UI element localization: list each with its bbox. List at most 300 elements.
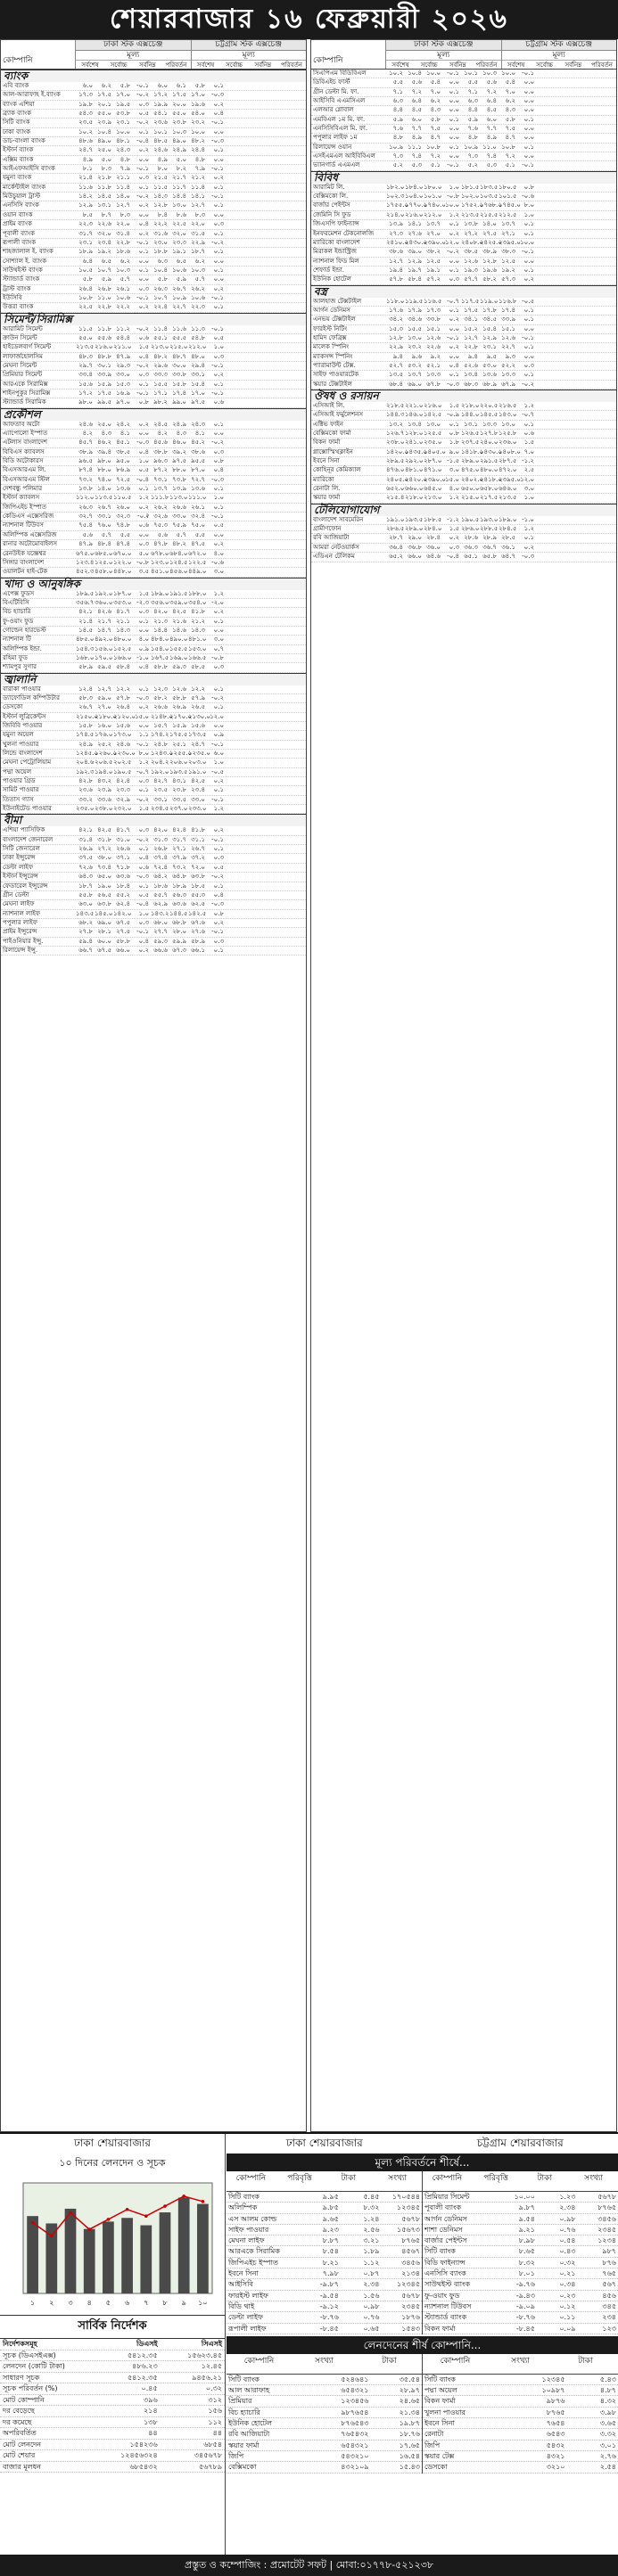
table-row	[1, 381, 306, 390]
table-row	[1, 239, 306, 248]
list-cell: এনসিসি ব্যাংক	[424, 2269, 466, 2278]
price-value: ১.০	[213, 759, 224, 767]
list-cell: ডেসকো	[424, 2463, 448, 2472]
company-name: সিটি ব্যাংক	[3, 119, 30, 127]
left-table-header	[1, 40, 306, 70]
price-value: ০.১	[213, 146, 224, 154]
price-value: ৪১.৮	[191, 826, 205, 834]
company-name: এটলাস বাংলাদেশ	[3, 439, 48, 447]
price-value: ০.৪	[138, 447, 149, 455]
price-value: ৬৭.৯	[501, 380, 515, 388]
price-value: ১২২.০	[113, 558, 132, 566]
price-value: ১৯৩.৫	[405, 515, 424, 523]
table-row	[1, 654, 306, 663]
price-value: ৪১.৭	[116, 608, 130, 616]
page-title: শেয়ারবাজার ১৬ ফেব্রুয়ারী ২০২৬	[0, 0, 618, 39]
list-cell: ০.৫৪	[559, 2236, 576, 2245]
table-row	[1, 110, 306, 119]
list-cell: ১৮৭৬	[401, 2313, 421, 2322]
price-value: ১৪.১	[191, 193, 205, 201]
list-header-cell: সংখ্যা	[511, 2356, 530, 2366]
table-row	[1, 645, 306, 654]
price-value: ২৮৭.০	[424, 457, 442, 465]
table-row	[1, 663, 306, 672]
list-cell: -৮.৭৬	[515, 2313, 535, 2322]
price-value: ০.২	[213, 174, 224, 182]
table-row	[1, 750, 306, 759]
table-row	[311, 430, 616, 439]
price-value: ৬৫.২	[389, 553, 403, 561]
price-value: ২৩.১	[78, 238, 93, 246]
price-value: -০.৮	[136, 558, 149, 566]
price-value: ২৮.৯	[482, 534, 497, 542]
list-cell: -৯.৪৩	[515, 2291, 535, 2300]
table-row	[1, 873, 306, 882]
price-value: ২১.১	[116, 617, 130, 625]
price-value: ২৪১০.০	[386, 238, 408, 246]
price-value: ৪৮.২	[172, 540, 186, 548]
company-name: প্রিমিয়ার সিমেন্ট	[3, 371, 43, 379]
list-cell: ২.৭৬	[599, 2451, 617, 2460]
price-value: ৩২.৪	[191, 513, 205, 521]
price-value: ২১৩০.০	[188, 712, 210, 720]
price-value: ৩৪.৬	[408, 316, 422, 324]
list-cell: -৯.০৯	[515, 2301, 535, 2310]
table-row	[1, 165, 306, 174]
price-value: ৫৩.২	[408, 361, 422, 369]
table-row	[1, 146, 306, 155]
price-value: ৬.০	[486, 115, 497, 123]
price-value: ০.২	[213, 777, 224, 785]
company-name: ডেল্টা লাইফ	[3, 863, 34, 871]
table-row	[1, 768, 306, 777]
price-value: ৭২.৭	[191, 475, 205, 483]
price-value: ১৪৩.৫	[76, 909, 95, 917]
list-cell: ৩.৯৮	[599, 2408, 617, 2416]
price-value: ২৩.০	[153, 238, 168, 246]
company-name: পূবালী ব্যাংক	[3, 229, 35, 237]
company-name: হামিদ ফেব্রিক্স	[313, 333, 347, 341]
table-row	[1, 636, 306, 644]
price-value: ৭৫.৩	[153, 521, 168, 529]
tab-dhaka: ঢাকা শেয়ারবাজার	[73, 2137, 152, 2149]
price-value: ৪৮.৩	[78, 352, 93, 360]
price-value: ০.১	[213, 201, 224, 209]
list-cell: -৯.১২	[319, 2301, 339, 2310]
price-value: ১৬৮.০	[76, 653, 95, 661]
price-value: ১৮.৫	[191, 882, 205, 890]
price-value: ৪৮০.০	[480, 466, 499, 474]
table-row	[1, 504, 306, 513]
price-value: ১১৯.০	[480, 297, 499, 305]
price-value: -০.২	[136, 193, 149, 201]
table-row	[1, 559, 306, 568]
company-name: বিবিএস ক্যাবলস	[3, 447, 45, 455]
price-value: ০.০	[449, 97, 459, 105]
price-value: ০.০	[449, 152, 459, 160]
list-row	[423, 2375, 618, 2385]
price-value: ৫৭.৮	[389, 275, 403, 283]
price-value: ৬.৫	[176, 257, 186, 265]
table-row	[311, 362, 616, 371]
company-name: ফু-ওয়াং ফুড	[3, 617, 34, 625]
price-value: ৬.৪	[82, 257, 93, 265]
price-value: ৬৭৫.০	[76, 549, 95, 557]
price-value: ৬৪.২	[153, 873, 168, 881]
list-cell: ২.৩৪	[363, 2280, 380, 2289]
company-name: গ্লাক্সোস্মিথক্লাইন	[313, 447, 353, 455]
price-value: ০.৩	[138, 371, 149, 379]
right-table-header: কোম্পানি ঢাকা স্টক এক্সচেঞ্জ মূল্য সর্বশেষ সর্বোচ্চ সর্বনিম্ন পরিবর্তন চট্টগ্রাম স্টক এক্সচেঞ্জ মূল্য সর্বশেষ সর্বোচ্চ সর্বনিম্ন পরিবর্তন	[311, 40, 616, 70]
list-cell: প্রিমিয়ার সিমেন্ট	[424, 2193, 470, 2201]
price-value: ২২.৪	[153, 303, 168, 311]
price-value: ১৩.৭	[408, 371, 422, 379]
price-value: ০.০	[213, 155, 224, 163]
price-value: ৪.৪	[392, 106, 403, 114]
price-value: -১.০	[522, 515, 534, 523]
price-value: ২২০.৫	[480, 402, 499, 409]
table-row	[311, 353, 616, 362]
price-value: ০.০	[138, 626, 149, 634]
list-cell: ডেল্টা লাইফ	[228, 2313, 263, 2322]
price-value: ০.০	[213, 127, 224, 135]
price-value: ১১১.০	[188, 494, 207, 502]
price-value: ৪৬.২	[97, 439, 111, 447]
company-name: আইএফআইসি ব্যাংক	[3, 165, 55, 173]
price-value: ৭৩.৪	[97, 863, 111, 871]
chart-bar	[65, 2209, 77, 2293]
price-value: ১৫.৩	[116, 380, 130, 388]
price-value: ২৬.৭	[97, 503, 111, 511]
price-value: ০.৩	[138, 608, 149, 616]
price-value: ৪৮.৪	[97, 540, 111, 548]
price-value: ১২.৯	[482, 333, 497, 341]
price-value: ০.০	[213, 626, 224, 634]
left-column	[0, 39, 307, 2132]
price-value: ৫.১	[430, 161, 441, 169]
price-value: ০.১	[523, 220, 534, 228]
table-row	[1, 334, 306, 343]
price-value: ২৩৭.০	[169, 805, 188, 813]
price-value: ১৫.৩	[389, 324, 403, 332]
price-value: ০.৬	[138, 521, 149, 529]
table-row	[1, 91, 306, 100]
price-value: ৯৯.০	[172, 398, 186, 406]
company-name: মিরাকল ইন্ডাস্ট্রিজ	[313, 248, 357, 256]
company-name: ওয়ান ব্যাংক	[3, 210, 33, 218]
company-name: বারাকা পাওয়ার	[3, 685, 41, 693]
price-value: ২৮.৭	[389, 534, 403, 542]
price-value: ৬৭.৬	[191, 918, 205, 926]
price-value: -০.৯	[447, 411, 459, 419]
left-rows	[1, 70, 306, 956]
price-value: ০.১	[213, 485, 224, 493]
price-value: ০.২	[449, 343, 459, 351]
price-value: ১৪.৫	[97, 193, 111, 201]
price-value: ১৩.৩	[501, 371, 515, 379]
price-value: ০.৮	[523, 183, 534, 191]
price-value: ১০.২	[78, 127, 93, 135]
list-cell: -৯.৭৬	[515, 2280, 535, 2289]
table-row	[1, 430, 306, 439]
price-value: ৫৮.৯	[78, 663, 93, 671]
list-row	[423, 2324, 618, 2334]
price-value: ৫.৮	[505, 115, 515, 123]
company-name: বাংলাদেশ জেনারেল	[3, 835, 54, 843]
price-value: ০.১	[213, 82, 224, 89]
price-value: ২১৩.০	[151, 343, 169, 351]
price-value: -০.২	[136, 91, 149, 99]
list-cell: ৮.৩২	[363, 2203, 380, 2212]
price-value: ৪৯.০	[97, 137, 111, 145]
list-cell: ফু-ওয়াং ফুড	[424, 2291, 460, 2300]
dhaka-summary-panel	[0, 2134, 226, 2556]
price-value: -০.৭	[136, 767, 149, 775]
company-name: ইবনে সিনা	[313, 457, 340, 465]
price-value: ০.৪	[138, 937, 149, 945]
price-value: ৪৭.৪	[116, 540, 130, 548]
list-cell: ৬৫৪৩	[546, 2430, 565, 2439]
price-value: ১১.০	[97, 293, 111, 301]
price-value: -০.৩	[136, 439, 149, 447]
price-value: ৫৫.১	[153, 333, 168, 341]
price-value: ০.১	[138, 845, 149, 853]
section-title: প্রকৌশল	[1, 408, 306, 421]
company-name: ডিবিএইচ ফার্স্ট	[313, 78, 350, 86]
price-value: ৮.৪	[157, 210, 168, 218]
price-value: ০.৩	[213, 447, 224, 455]
company-name: আল-আরাফাহ ই.ব্যাংক	[3, 91, 61, 99]
list-row	[227, 2312, 422, 2323]
price-value: ১৭.৪	[501, 306, 515, 314]
company-name: ভ্যানগার্ড এএমএল	[313, 161, 360, 169]
price-value: ২১৪.০	[386, 210, 405, 218]
list-cell: সিটি ব্যাংক	[228, 2193, 260, 2201]
price-value: ২১.২	[191, 617, 205, 625]
price-value: ১১০.৫	[113, 494, 132, 502]
table-row	[1, 845, 306, 854]
summary-cell: দর কমেছে	[3, 2417, 32, 2426]
list-cell: জিপিএইচ ইস্পাত	[228, 2258, 278, 2267]
price-value: ২১.৫	[153, 174, 168, 182]
list-cell: ২১৩৪	[401, 2269, 421, 2278]
price-value: ১০.০	[501, 70, 515, 77]
price-value: ১৭.৩	[78, 91, 93, 99]
price-value: ৫৩.৮	[116, 110, 130, 118]
list-header-cell: কোম্পানি	[235, 2174, 267, 2183]
list-cell: রবি আজিয়াটা	[228, 2430, 270, 2439]
price-value: ১৭.৪	[172, 390, 186, 397]
price-value: ২৪১.০	[405, 439, 424, 447]
list-cell: -৮.৭৬	[319, 2313, 339, 2322]
price-value: ১১.৮	[97, 324, 111, 332]
list-header-cell: সংখ্যা	[584, 2174, 604, 2183]
list-row	[227, 2301, 422, 2312]
price-value: ১৩.৮	[78, 485, 93, 493]
price-value: ২১২.০	[424, 210, 442, 218]
table-row	[1, 947, 306, 956]
price-value: ১৫৪.৩	[76, 644, 95, 652]
price-value: ৩৩.২	[78, 795, 93, 803]
price-value: ১৩.৭	[426, 220, 441, 228]
price-value: ২৬.৭	[172, 284, 186, 292]
list-header	[227, 2171, 422, 2192]
price-value: ৪.০	[213, 549, 224, 557]
price-value: ৩২.৭	[78, 513, 93, 521]
price-value: ১.২	[138, 494, 149, 502]
list-cell: ৭৬৫	[602, 2269, 617, 2278]
price-value: ২১৬.০	[424, 402, 442, 409]
price-value: ৬.৪	[486, 97, 497, 105]
price-value: ১১৭.৫	[461, 297, 480, 305]
list-cell: ৮.৮৭	[322, 2236, 339, 2245]
price-value: ১৫.৫	[408, 324, 422, 332]
price-value: -০.৪	[136, 137, 149, 145]
list-cell: স্কয়ার টেক্স	[424, 2451, 455, 2460]
company-name: ইউনিক হোটেল	[313, 275, 351, 283]
price-value: ৫.৬	[82, 530, 93, 538]
price-value: ৪২.৪	[172, 826, 186, 834]
price-value: ০.০	[138, 430, 149, 438]
price-value: ২৪.৮	[153, 740, 168, 748]
price-value: ৫.৬	[486, 78, 497, 86]
summary-title: সার্বিক নির্দেশক	[0, 2315, 225, 2339]
table-row	[1, 836, 306, 845]
price-value: ২২১.০	[405, 402, 424, 409]
price-value: -০.৪	[136, 475, 149, 483]
price-value: -০.১	[211, 165, 224, 173]
price-value: ৫.০	[101, 155, 111, 163]
price-value: ০.০	[449, 106, 459, 114]
list-cell: ইবনে সিনা	[424, 2419, 455, 2428]
price-value: ৫৬.৩	[172, 890, 186, 898]
list-cell: ৮৭৬৫	[401, 2236, 421, 2245]
price-value: ৭.৭	[411, 125, 422, 133]
price-value: ৮৮.০	[97, 466, 111, 474]
price-value: ১৫.৮	[172, 380, 186, 388]
price-value: ৯৮.০	[97, 457, 111, 465]
price-value: ৩.৫	[138, 568, 149, 576]
price-value: ০.৩	[138, 284, 149, 292]
list-cell: ০.৮৭	[363, 2269, 380, 2278]
list-header	[423, 2171, 618, 2192]
list-row	[227, 2396, 422, 2407]
price-value: ৯৭.৫	[172, 457, 186, 465]
price-value: ৩১.১	[191, 835, 205, 843]
price-value: ১৪.২	[78, 193, 93, 201]
price-value: ৬৮.৮	[172, 918, 186, 926]
price-value: ২৫.১	[172, 740, 186, 748]
table-row	[1, 599, 306, 608]
table-row	[311, 494, 616, 503]
price-value: ৩২.০	[97, 229, 111, 237]
price-value: ৪.০	[449, 485, 459, 493]
list-row	[227, 2385, 422, 2396]
price-value: ৫৭.২	[426, 275, 441, 283]
price-value: ১৭.১	[153, 390, 168, 397]
price-value: ২৩৮.০	[95, 805, 113, 813]
list-cell: ৩৪৫৬	[401, 2258, 421, 2267]
price-value: ৪৩.২	[97, 777, 111, 785]
list-cell: ৪৩২১	[546, 2451, 565, 2460]
price-value: ২২.২	[116, 303, 130, 311]
price-value: ২৪০৫.০	[386, 475, 408, 483]
right-rows	[311, 70, 616, 562]
price-value: ৪.১	[194, 430, 205, 438]
price-value: ০.১	[523, 143, 534, 151]
price-value: ০.৫	[138, 110, 149, 118]
price-value: ০.১	[523, 306, 534, 314]
price-value: ৩৮.৩	[501, 248, 515, 256]
price-value: ৯৮.২	[153, 398, 168, 406]
price-value: ২১৫.০	[169, 343, 188, 351]
price-value: ২৪.৬	[78, 420, 93, 428]
list-cell: ৮.৬৫	[518, 2247, 535, 2256]
price-value: ০.০	[138, 155, 149, 163]
company-name: এপেক্স ফুডস	[3, 589, 35, 597]
price-value: ২১২০.০	[113, 712, 136, 720]
price-value: ১১.৪	[191, 183, 205, 191]
company-name: ফারইস্ট নিটিং	[313, 324, 348, 332]
list-cell: বিডি থাই	[228, 2301, 255, 2310]
price-value: ১.০	[138, 457, 149, 465]
price-value: ২১.১	[116, 174, 130, 182]
list-cell: ৯.৯৫	[322, 2193, 339, 2201]
price-value: ৩৬০.০	[95, 598, 113, 606]
price-value: ০.১	[449, 371, 459, 379]
price-value: ৩৮.৯	[482, 248, 497, 256]
company-name: স্ট্যান্ডার্ড ব্যাংক	[3, 275, 40, 283]
price-value: ০.০	[523, 257, 534, 265]
summary-row	[0, 2428, 225, 2440]
price-value: ১২৩৫.০	[188, 750, 210, 758]
price-value: ১৯.১	[426, 266, 441, 274]
price-value: ০.০	[523, 125, 534, 133]
table-row	[1, 494, 306, 503]
price-value: ৫.৪	[505, 78, 515, 86]
price-value: ৪২.৫	[97, 826, 111, 834]
price-value: ৩৬.১	[501, 543, 515, 551]
price-value: ১২৫.৫	[424, 430, 442, 438]
company-name: আরামিট লি.	[313, 183, 345, 191]
table-row	[1, 826, 306, 835]
table-row	[1, 303, 306, 312]
price-value: ০.১	[213, 617, 224, 625]
price-value: ০.৩	[138, 826, 149, 834]
price-value: -০.১	[447, 161, 459, 169]
list-header-cell: কোম্পানি	[440, 2356, 471, 2366]
price-value: ৫.৫	[467, 78, 478, 86]
company-name: রিলায়েন্স ওয়ান	[313, 143, 352, 151]
table-row	[311, 134, 616, 143]
company-name: ঢাকা ইন্সুরেন্স	[3, 854, 36, 862]
company-name: প্রাইম ইন্সুরেন্স	[3, 928, 37, 936]
price-value: ৪৮৪.০	[151, 636, 169, 644]
price-value: ১৭.৫	[97, 390, 111, 397]
table-row	[311, 439, 616, 447]
table-row	[1, 805, 306, 814]
price-value: ১০.৮	[426, 143, 441, 151]
price-value: ৪২.১	[78, 608, 93, 616]
summary-row	[0, 2417, 225, 2429]
dse-header: ঢাকা স্টক এক্সচেঞ্জ মূল্য সর্বশেষ সর্বোচ্চ সর্বনিম্ন পরিবর্তন	[76, 40, 192, 69]
list-cell: ১৬.৫৪	[399, 2451, 421, 2460]
price-value: ৬.২	[505, 97, 515, 105]
price-value: ১৫৪.০	[151, 644, 169, 652]
price-value: ০.১	[138, 685, 149, 693]
list-cell: মেঘনা লাইফ	[228, 2236, 265, 2245]
table-row	[1, 390, 306, 398]
